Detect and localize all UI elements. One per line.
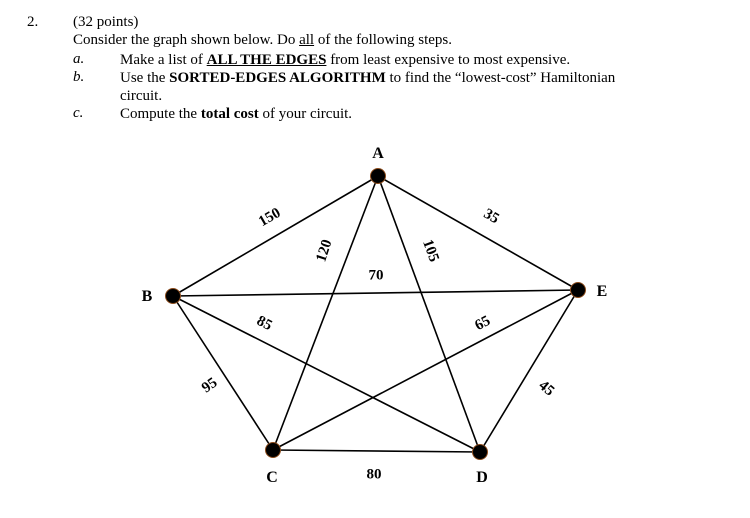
edge-B-E: [173, 290, 578, 296]
intro-text-1: Consider the graph shown below. Do: [73, 32, 300, 48]
step-a-letter: a.: [73, 51, 85, 67]
weight-B-D: 85: [253, 312, 275, 335]
vertex-label-E: E: [596, 283, 608, 300]
step-a-text: Make a list of ALL THE EDGES from least expensive to most expensive.: [120, 52, 571, 68]
edge-B-D: [173, 296, 480, 452]
step-b-bold: SORTED-EDGES ALGORITHM: [169, 70, 386, 86]
edge-A-E: [378, 176, 578, 290]
edge-A-C: [273, 176, 378, 450]
edge-A-D: [378, 176, 480, 452]
vertex-E: [571, 283, 586, 298]
vertex-label-A: A: [372, 145, 384, 162]
weight-D-E: 45: [535, 377, 558, 400]
problem-points: (32 points): [73, 14, 139, 30]
weight-A-E: 35: [480, 205, 502, 228]
vertex-label-D: D: [476, 469, 488, 486]
step-a-bold: ALL THE EDGES: [206, 52, 327, 68]
edge-C-D: [273, 450, 480, 452]
weight-C-E: 65: [472, 312, 494, 335]
edge-D-E: [480, 290, 578, 452]
vertex-C: [266, 443, 281, 458]
weight-A-C: 120: [313, 237, 336, 264]
vertex-A: [371, 169, 386, 184]
vertex-label-C: C: [266, 469, 278, 486]
vertex-label-B: B: [141, 288, 153, 305]
weight-A-D: 105: [419, 237, 442, 265]
problem-number: 2.: [27, 14, 39, 30]
vertex-D: [473, 445, 488, 460]
step-b-text: Use the SORTED-EDGES ALGORITHM to find the “lowest-cost” Hamiltonian circuit.: [120, 70, 616, 104]
step-c-bold: total cost: [200, 106, 259, 122]
weight-C-D: 80: [366, 466, 382, 483]
weight-A-B: 150: [255, 204, 284, 231]
vertex-B: [166, 289, 181, 304]
weight-B-C: 95: [198, 374, 221, 397]
weight-B-E: 70: [368, 267, 384, 284]
intro-underlined: all: [299, 32, 315, 48]
step-c-letter: c.: [73, 105, 84, 121]
intro-text-2: of the following steps.: [314, 32, 452, 48]
step-b-letter: b.: [73, 69, 85, 85]
step-c-text: Compute the total cost of your circuit.: [120, 106, 353, 122]
edge-A-B: [173, 176, 378, 296]
